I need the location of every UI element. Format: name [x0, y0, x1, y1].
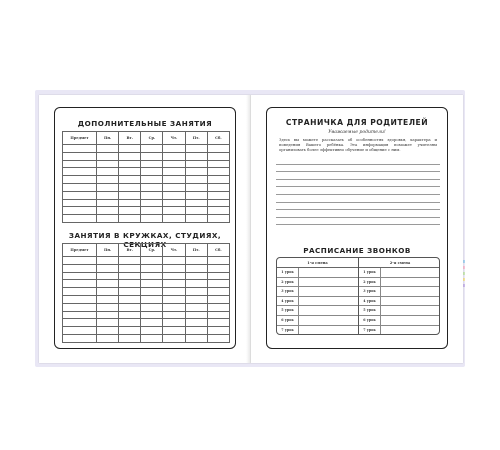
table-cell	[207, 280, 229, 288]
lesson-row	[359, 278, 440, 288]
table-cell	[185, 207, 207, 215]
table-cell	[141, 257, 163, 265]
table-cell	[207, 152, 229, 160]
table-cell	[185, 327, 207, 335]
table-cell	[141, 288, 163, 296]
writing-line	[276, 195, 440, 203]
table-cell	[63, 199, 97, 207]
extra-classes-table	[62, 131, 230, 223]
table-cell	[141, 319, 163, 327]
table-cell	[63, 176, 97, 184]
writing-line	[276, 187, 440, 195]
table-row	[63, 215, 230, 223]
parents-page-title: СТРАНИЧКА ДЛЯ РОДИТЕЛЕЙ	[285, 118, 429, 127]
table-cell	[185, 288, 207, 296]
table-cell	[63, 272, 97, 280]
table-cell	[119, 160, 141, 168]
column-header: Пн.	[97, 132, 119, 145]
column-header: Сб.	[207, 132, 229, 145]
right-page-frame	[266, 107, 448, 349]
table-cell	[97, 303, 119, 311]
table-cell	[163, 160, 185, 168]
lesson-label: 2 урок	[277, 278, 299, 287]
table-row	[63, 257, 230, 265]
table-cell	[97, 168, 119, 176]
table-cell	[163, 264, 185, 272]
table-cell	[207, 168, 229, 176]
table-cell	[141, 295, 163, 303]
table-cell	[97, 280, 119, 288]
lesson-label: 4 урок	[359, 297, 381, 306]
table-cell	[185, 191, 207, 199]
extra-classes-title: ДОПОЛНИТЕЛЬНЫЕ ЗАНЯТИЯ	[77, 119, 213, 128]
table-cell	[185, 334, 207, 342]
table-cell	[119, 295, 141, 303]
table-cell	[119, 311, 141, 319]
left-page-frame	[54, 107, 236, 349]
table-cell	[163, 280, 185, 288]
table-cell	[163, 152, 185, 160]
table-row	[63, 168, 230, 176]
lesson-row	[359, 287, 440, 297]
table-cell	[63, 215, 97, 223]
table-cell	[141, 272, 163, 280]
column-header: Ср.	[141, 132, 163, 145]
table-cell	[163, 288, 185, 296]
table-cell	[63, 295, 97, 303]
table-row	[63, 152, 230, 160]
table-cell	[207, 176, 229, 184]
table-cell	[207, 257, 229, 265]
lesson-label: 5 урок	[277, 306, 299, 315]
table-cell	[97, 145, 119, 153]
table-cell	[163, 272, 185, 280]
table-cell	[207, 295, 229, 303]
table-cell	[119, 272, 141, 280]
table-row	[63, 145, 230, 153]
lesson-label: 4 урок	[277, 297, 299, 306]
table-header-row	[63, 132, 230, 145]
table-cell	[97, 183, 119, 191]
table-cell	[207, 288, 229, 296]
writing-line	[276, 218, 440, 226]
table-cell	[185, 199, 207, 207]
table-cell	[185, 280, 207, 288]
table-cell	[63, 191, 97, 199]
table-cell	[141, 264, 163, 272]
lesson-label: 3 урок	[359, 287, 381, 296]
table-cell	[141, 152, 163, 160]
table-cell	[63, 257, 97, 265]
clubs-title: ЗАНЯТИЯ В КРУЖКАХ, СТУДИЯХ, СЕКЦИЯХ	[68, 231, 222, 249]
table-cell	[63, 311, 97, 319]
table-cell	[63, 145, 97, 153]
table-cell	[185, 319, 207, 327]
table-cell	[163, 215, 185, 223]
table-cell	[207, 272, 229, 280]
table-cell	[163, 334, 185, 342]
table-cell	[163, 145, 185, 153]
table-cell	[119, 319, 141, 327]
table-cell	[163, 303, 185, 311]
writing-line	[276, 180, 440, 188]
table-row	[63, 272, 230, 280]
table-row	[63, 280, 230, 288]
clubs-table	[62, 243, 230, 343]
table-row	[63, 334, 230, 342]
table-cell	[63, 334, 97, 342]
bell-schedule-table	[276, 257, 440, 335]
writing-line	[276, 203, 440, 211]
table-cell	[185, 257, 207, 265]
table-cell	[207, 319, 229, 327]
shift-2-column	[359, 258, 440, 334]
table-cell	[185, 176, 207, 184]
column-header: Пт.	[185, 244, 207, 257]
table-cell	[119, 264, 141, 272]
table-cell	[97, 176, 119, 184]
lesson-row	[359, 297, 440, 307]
right-page	[251, 95, 463, 363]
lesson-row	[359, 326, 440, 335]
table-cell	[97, 334, 119, 342]
left-page	[39, 95, 251, 363]
lesson-label: 7 урок	[277, 326, 299, 335]
table-cell	[207, 145, 229, 153]
lesson-row	[277, 316, 358, 326]
table-cell	[119, 257, 141, 265]
table-cell	[97, 152, 119, 160]
table-cell	[163, 176, 185, 184]
table-cell	[207, 191, 229, 199]
column-header: Предмет	[63, 132, 97, 145]
table-cell	[119, 176, 141, 184]
table-cell	[141, 311, 163, 319]
table-cell	[141, 145, 163, 153]
table-row	[63, 303, 230, 311]
table-cell	[163, 168, 185, 176]
table-cell	[97, 191, 119, 199]
lesson-row	[359, 316, 440, 326]
writing-line	[276, 210, 440, 218]
column-header: Сб.	[207, 244, 229, 257]
lesson-row	[277, 326, 358, 335]
shift-1-column	[277, 258, 359, 334]
parents-greeting: Уважаемые родители!	[328, 130, 386, 135]
table-row	[63, 176, 230, 184]
table-cell	[207, 264, 229, 272]
table-cell	[119, 215, 141, 223]
lesson-row	[359, 306, 440, 316]
table-cell	[97, 288, 119, 296]
lesson-label: 7 урок	[359, 326, 381, 335]
table-cell	[141, 191, 163, 199]
table-cell	[63, 319, 97, 327]
table-cell	[63, 183, 97, 191]
table-cell	[63, 264, 97, 272]
table-cell	[163, 183, 185, 191]
table-cell	[141, 176, 163, 184]
table-cell	[97, 199, 119, 207]
table-row	[63, 191, 230, 199]
column-header: Предмет	[63, 244, 97, 257]
table-row	[63, 295, 230, 303]
table-cell	[63, 288, 97, 296]
table-cell	[97, 327, 119, 335]
table-cell	[207, 334, 229, 342]
lesson-row	[277, 268, 358, 278]
column-header: Вт.	[119, 132, 141, 145]
table-cell	[119, 168, 141, 176]
table-cell	[119, 183, 141, 191]
table-cell	[207, 215, 229, 223]
table-cell	[97, 257, 119, 265]
table-row	[63, 288, 230, 296]
table-cell	[207, 160, 229, 168]
table-cell	[119, 303, 141, 311]
table-row	[63, 183, 230, 191]
bell-schedule-title: РАСПИСАНИЕ ЗВОНКОВ	[303, 246, 411, 255]
table-cell	[141, 199, 163, 207]
table-cell	[97, 295, 119, 303]
table-cell	[119, 334, 141, 342]
lesson-label: 6 урок	[277, 316, 299, 325]
table-cell	[141, 215, 163, 223]
table-cell	[163, 199, 185, 207]
table-row	[63, 199, 230, 207]
table-cell	[97, 319, 119, 327]
table-cell	[97, 215, 119, 223]
column-header: Вт.	[119, 244, 141, 257]
table-cell	[185, 152, 207, 160]
table-cell	[141, 327, 163, 335]
lesson-label: 6 урок	[359, 316, 381, 325]
table-cell	[97, 272, 119, 280]
table-cell	[63, 327, 97, 335]
column-header: Пт.	[185, 132, 207, 145]
table-cell	[119, 152, 141, 160]
table-cell	[185, 160, 207, 168]
writing-line	[276, 172, 440, 180]
table-cell	[119, 327, 141, 335]
table-row	[63, 327, 230, 335]
column-header: Ср.	[141, 244, 163, 257]
table-cell	[119, 207, 141, 215]
table-row	[63, 264, 230, 272]
table-cell	[63, 168, 97, 176]
table-cell	[97, 311, 119, 319]
table-cell	[141, 303, 163, 311]
table-cell	[141, 334, 163, 342]
table-cell	[141, 280, 163, 288]
table-cell	[97, 207, 119, 215]
table-cell	[185, 303, 207, 311]
table-cell	[141, 183, 163, 191]
table-cell	[185, 145, 207, 153]
table-header-row	[63, 244, 230, 257]
table-cell	[185, 311, 207, 319]
table-cell	[141, 168, 163, 176]
table-cell	[163, 327, 185, 335]
table-cell	[163, 319, 185, 327]
writing-line	[276, 157, 440, 165]
lesson-row	[277, 278, 358, 288]
lesson-label: 5 урок	[359, 306, 381, 315]
table-cell	[207, 303, 229, 311]
table-cell	[207, 311, 229, 319]
lesson-row	[277, 287, 358, 297]
table-cell	[141, 160, 163, 168]
lesson-label: 3 урок	[277, 287, 299, 296]
table-cell	[185, 215, 207, 223]
lesson-row	[277, 297, 358, 307]
table-cell	[185, 272, 207, 280]
table-cell	[207, 183, 229, 191]
parents-writing-lines	[276, 157, 440, 225]
table-cell	[163, 257, 185, 265]
table-cell	[207, 327, 229, 335]
parents-intro-text: Здесь вы можете рассказать об особенностях здоровья, характера и поведения Вашего ребёнка. Эта информация поможет учителям организовать более эффективно обучение и общение с ним.	[279, 137, 437, 152]
writing-line	[276, 165, 440, 173]
table-cell	[63, 207, 97, 215]
table-row	[63, 319, 230, 327]
column-header: Чт.	[163, 244, 185, 257]
table-cell	[119, 191, 141, 199]
table-cell	[163, 311, 185, 319]
table-cell	[63, 160, 97, 168]
table-cell	[185, 168, 207, 176]
table-cell	[185, 295, 207, 303]
table-cell	[185, 264, 207, 272]
table-row	[63, 311, 230, 319]
table-cell	[163, 295, 185, 303]
table-cell	[63, 280, 97, 288]
column-header: Пн.	[97, 244, 119, 257]
table-cell	[141, 207, 163, 215]
lesson-label: 1 урок	[277, 268, 299, 277]
table-cell	[63, 152, 97, 160]
table-cell	[97, 160, 119, 168]
table-row	[63, 160, 230, 168]
table-cell	[207, 199, 229, 207]
table-cell	[119, 199, 141, 207]
shift-1-header: 1-я смена	[277, 258, 358, 268]
lesson-label: 2 урок	[359, 278, 381, 287]
table-cell	[119, 145, 141, 153]
lesson-label: 1 урок	[359, 268, 381, 277]
table-row	[63, 207, 230, 215]
shift-2-header: 2-я смена	[359, 258, 440, 268]
table-cell	[119, 288, 141, 296]
table-cell	[207, 207, 229, 215]
lesson-row	[359, 268, 440, 278]
column-header: Чт.	[163, 132, 185, 145]
table-cell	[119, 280, 141, 288]
table-cell	[97, 264, 119, 272]
table-cell	[163, 207, 185, 215]
lesson-row	[277, 306, 358, 316]
table-cell	[185, 183, 207, 191]
table-cell	[63, 303, 97, 311]
table-cell	[163, 191, 185, 199]
